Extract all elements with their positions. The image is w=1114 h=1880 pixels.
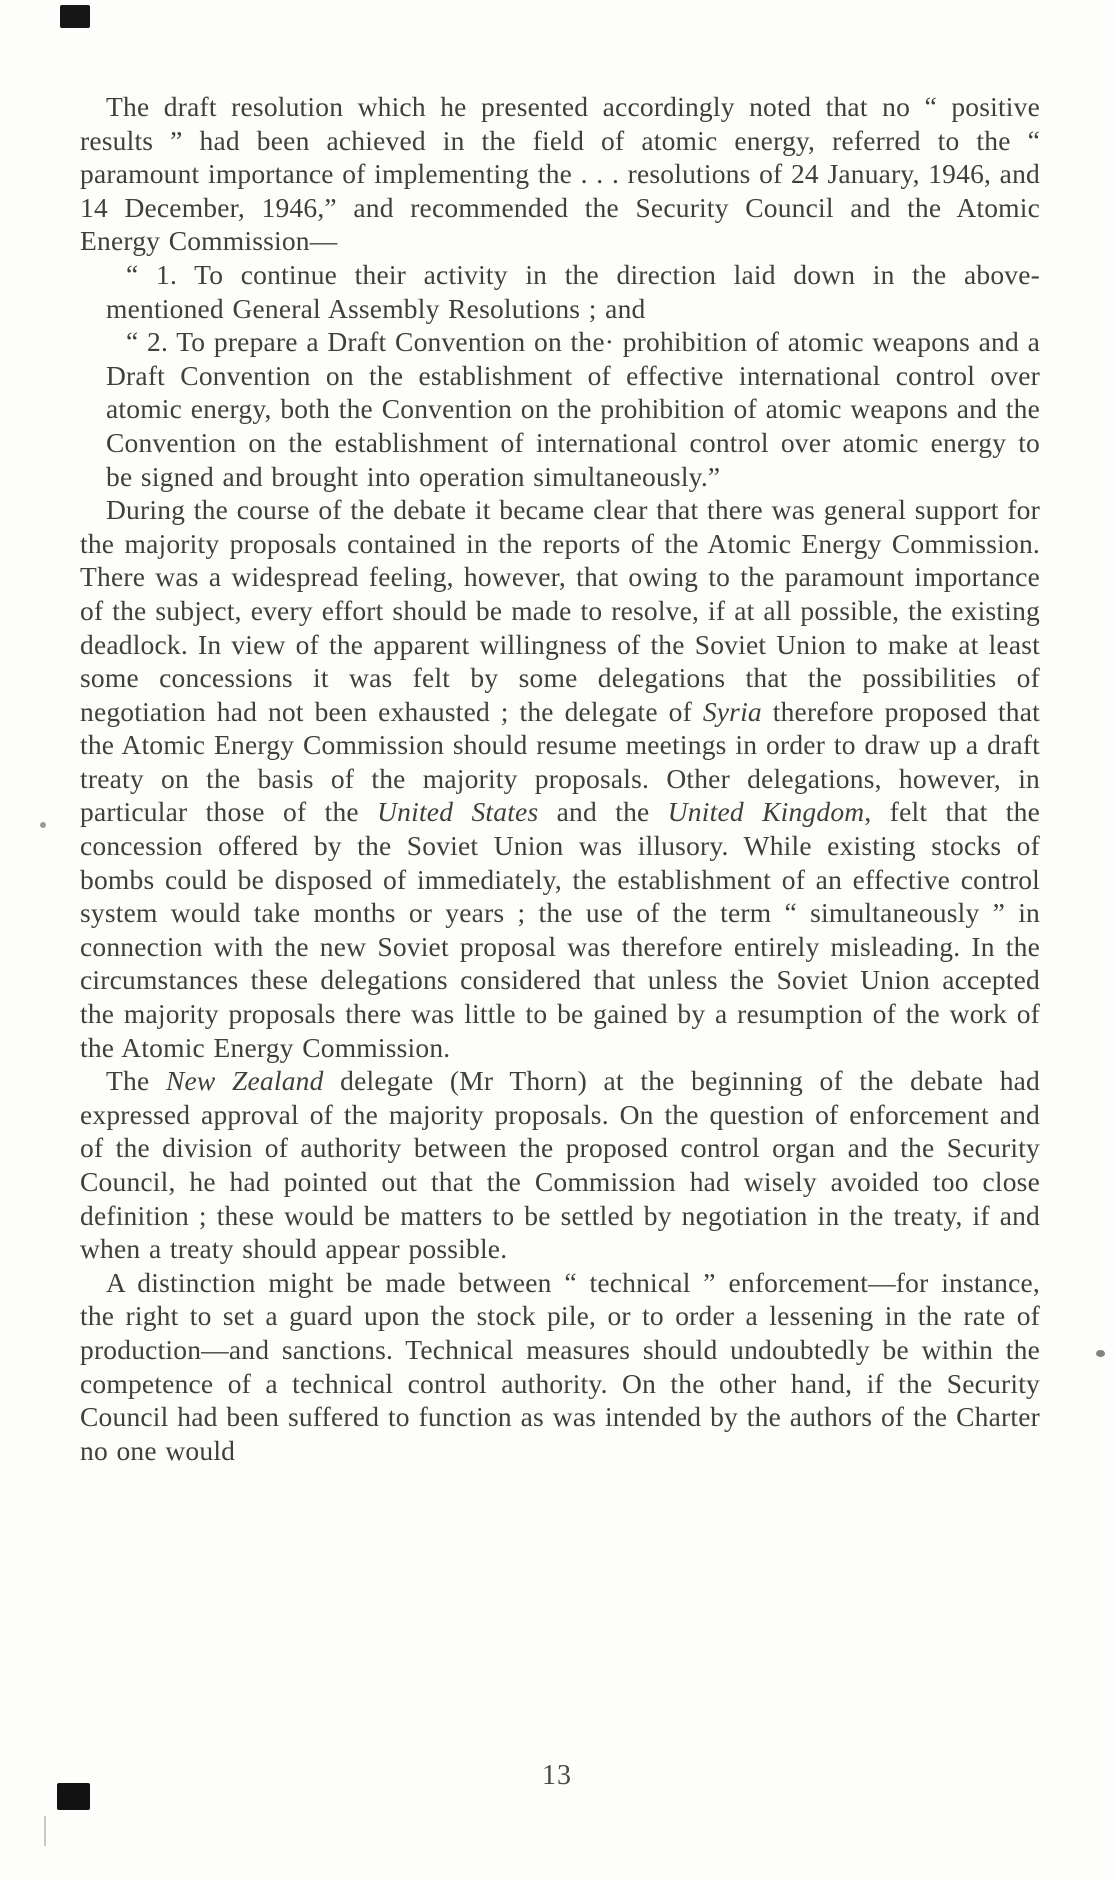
- scan-artifact-line: [44, 1816, 46, 1846]
- scan-artifact-bottom: [57, 1783, 90, 1810]
- page-number: 13: [542, 1760, 572, 1791]
- paragraph-new-zealand: The New Zealand delegate (Mr Thorn) at the beginning of the debate had expressed approval of the majority proposals. On the question of enforcement and of the division of authority between the proposed control organ and the Security Council, he had pointed out that the Commission had wisely avoided too close definition ; these would be matters to be settled by negotiation in the treaty, if and when a treaty should appear possible.: [80, 1065, 1040, 1265]
- paragraph-resolution-item-2: “ 2. To prepare a Draft Convention on the· prohibition of atomic weapons and a Draft Convention on the establishment of effective international control over atomic energy, both the Convention on the prohibition of atomic weapons and the Convention on the establishment of international control over atomic energy to be signed and brought into operation simultaneously.”: [106, 326, 1040, 492]
- paragraph-resolution-item-1: “ 1. To continue their activity in the direction laid down in the above-mentioned General Assembly Resolutions ; and: [106, 258, 1040, 324]
- scan-artifact-top: [60, 5, 90, 28]
- scan-artifact-dot-right: [1096, 1350, 1105, 1357]
- scan-artifact-dot-left: [40, 822, 46, 828]
- document-body: [80, 90, 1040, 1467]
- paragraph-debate: During the course of the debate it became clear that there was general support for the majority proposals contained in the reports of the Atomic Energy Commission. There was a widespread feeling, however, that owing to the paramount importance of the subject, every effort should be made to resolve, if at all possible, the existing deadlock. In view of the apparent willingness of the Soviet Union to make at least some concessions it was felt by some delegations that the possibilities of negotiation had not been exhausted ; the delegate of Syria therefore proposed that the Atomic Energy Commission should resume meetings in order to draw up a draft treaty on the basis of the majority proposals. Other delegations, however, in particular those of the United States and the United Kingdom, felt that the concession offered by the Soviet Union was illusory. While existing stocks of bombs could be disposed of immediately, the establishment of an effective control system would take months or years ; the use of the term “ simultaneously ” in connection with the new Soviet proposal was therefore entirely misleading. In the circumstances these delegations considered that unless the Soviet Union accepted the majority proposals there was little to be gained by a resumption of the work of the Atomic Energy Commission.: [80, 494, 1040, 1063]
- paragraph-distinction: A distinction might be made between “ technical ” enforcement—for instance, the right to set a guard upon the stock pile, or to order a lessening in the rate of production—and sanctions. Technical measures should undoubtedly be within the competence of a technical control authority. On the other hand, if the Security Council had been suffered to function as was intended by the authors of the Charter no one would: [80, 1266, 1040, 1466]
- paragraph-intro: The draft resolution which he presented accordingly noted that no “ positive results ” had been achieved in the field of atomic energy, referred to the “ paramount importance of implementing the . . . resolutions of 24 January, 1946, and 14 December, 1946,” and recommended the Security Council and the Atomic Energy Commission—: [80, 91, 1040, 257]
